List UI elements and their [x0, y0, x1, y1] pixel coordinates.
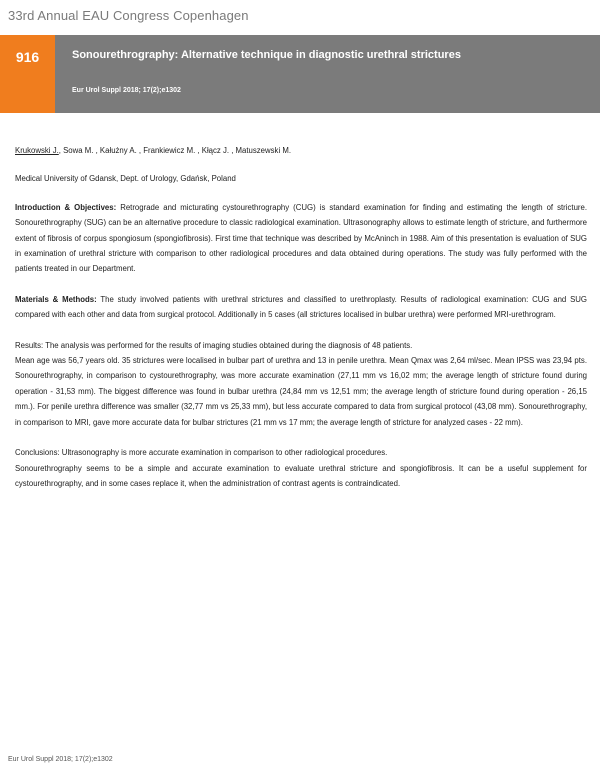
affiliation: Medical University of Gdansk, Dept. of Urology, Gdańsk, Poland	[15, 174, 236, 184]
introduction-heading: Introduction & Objectives:	[15, 202, 117, 212]
conclusions-text: Ultrasonography is more accurate examination in comparison to other radiological procedures.	[59, 448, 388, 458]
abstract-banner	[0, 35, 600, 113]
section-conclusions	[15, 445, 587, 460]
first-author-link[interactable]: Krukowski J.	[15, 146, 59, 155]
conclusions-heading: Conclusions:	[15, 448, 60, 458]
abstract-citation: Eur Urol Suppl 2018; 17(2);e1302	[72, 87, 181, 94]
conclusions-details: Sonourethrography seems to be a simple and accurate examination to evaluate urethral stricture and spongiofibrosis. It can be a useful supplement for cystourethrography, and in some cases replace it, when the administration of contrast agents is contraindicated.	[15, 463, 587, 488]
results-details: Mean age was 56,7 years old. 35 strictures were localised in bulbar part of urethra and 13 in penile urethra. Mean Qmax was 2,64 ml/sec. Mean IPSS was 23,94 pts. Sonourethrography, in comparison to cystourethrography, was more accurate examination (27,11 mm vs 16,02 mm; the average length of stricture found during operation - 31,53 mm). The biggest difference was found in bulbar urethra (24,84 mm vs 12,51 mm; the average length of stricture found during operation - 26,15 mm.). For penile urethra difference was smaller (32,77 mm vs 25,33 mm), but less accurate compared to data from surgical protocol (43,08 mm). Sonourethrography, in comparison to MRI, gave more accurate data for bulbar strictures (21 mm vs 17 mm; the average length of stricture for analyzed cases - 22 mm).	[15, 356, 587, 427]
section-introduction	[15, 200, 587, 277]
methods-text: The study involved patients with urethral strictures and classified to urethroplasty. Results of radiological examination: CUG and SUG compared with each other and data from surgical protocol. Additionally in 5 cases (all strictures localised in bulbar urethra) were performed MRI-urethrogram.	[15, 294, 587, 320]
abstract-number-box	[0, 35, 55, 113]
abstract-title: Sonourethrography: Alternative technique in diagnostic urethral strictures	[72, 49, 461, 61]
other-authors: , Sowa M. , Kałużny A. , Frankiewicz M. , Kłącz J. , Matuszewski M.	[58, 146, 292, 155]
introduction-text: Retrograde and micturating cystourethrography (CUG) is standard examination for finding and estimating the length of stricture. Sonourethrography (SUG) can be an alternative procedure to classic radiological examination. Ultrasonography allows to estimate length of stricture, and furthermore extent of fibrosis of corpus spongiosum (spongiofibrosis). First time that technique was described by McAninch in 1988. Aim of this presentation is evaluation of SUG in examination of urethral stricture with comparison to other radiological procedures and data obtained during operations. The study was fully performed with the patients treated in our Department.	[15, 202, 588, 274]
section-results	[15, 338, 587, 353]
section-methods	[15, 292, 587, 323]
abstract-body	[15, 143, 587, 491]
results-heading: Results:	[15, 340, 44, 350]
author-list	[15, 143, 587, 158]
methods-heading: Materials & Methods:	[15, 294, 97, 304]
abstract-number: 916	[15, 49, 40, 65]
congress-title: 33rd Annual EAU Congress Copenhagen	[8, 8, 249, 23]
footer-citation: Eur Urol Suppl 2018; 17(2);e1302	[8, 756, 113, 763]
results-text: The analysis was performed for the results of imaging studies obtained during the diagnosis of 48 patients.	[43, 340, 413, 350]
